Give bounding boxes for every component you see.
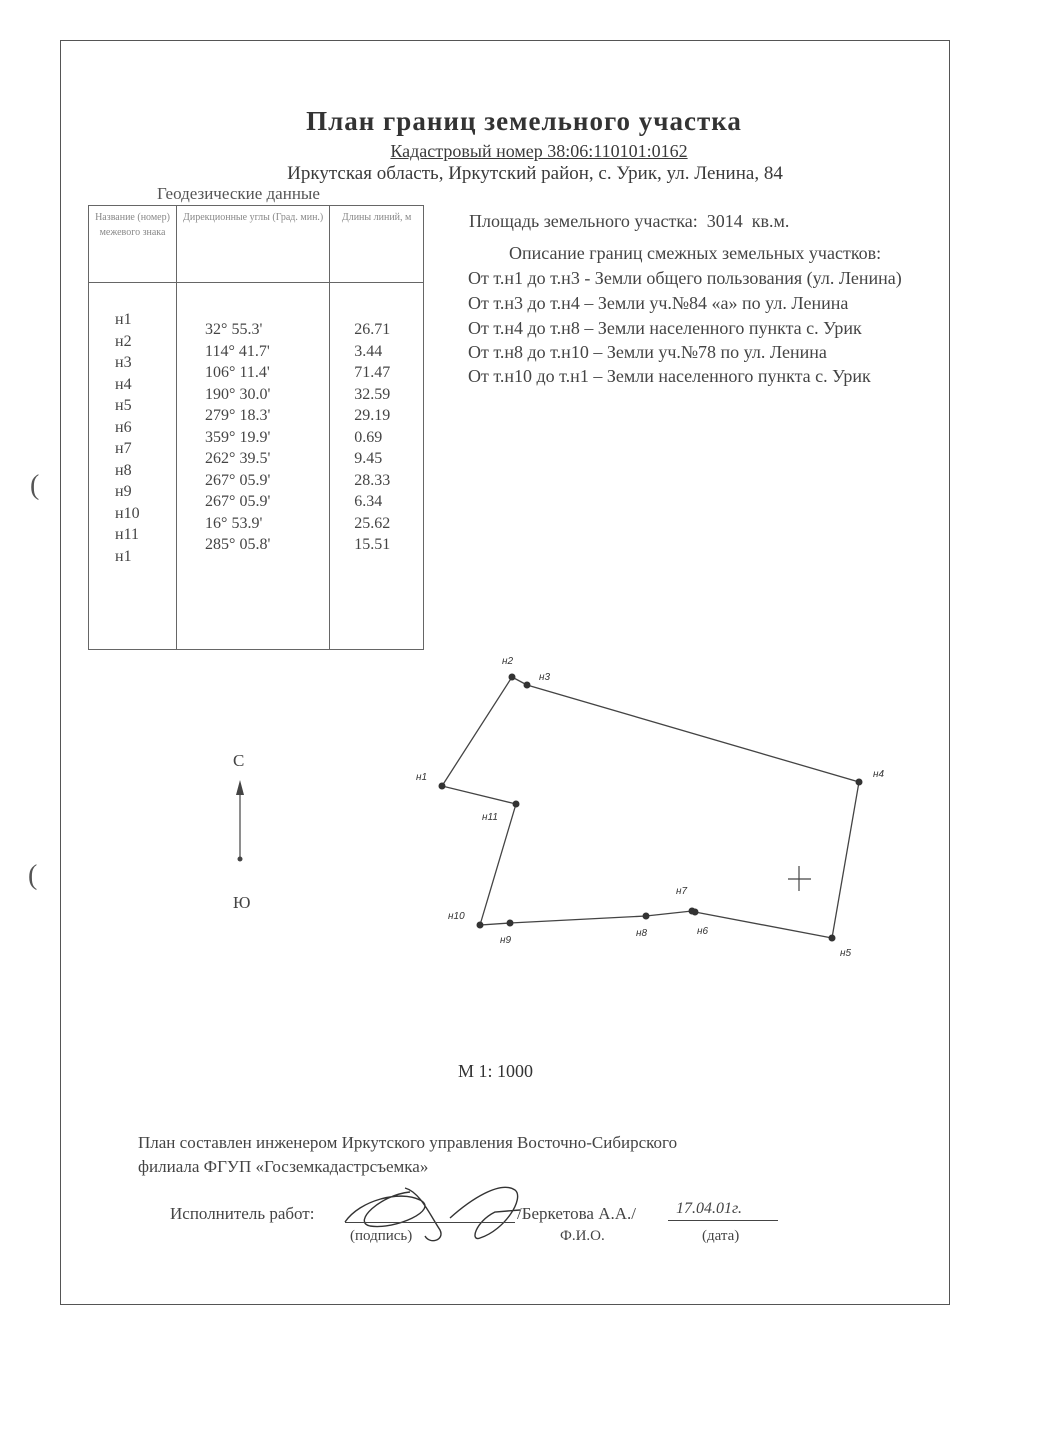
arrow-base-dot — [238, 857, 243, 862]
plan-point-label: н2 — [502, 656, 514, 667]
angle-cell: 267° 05.9' — [205, 471, 271, 489]
area-label: Площадь земельного участка: — [469, 211, 698, 231]
angle-cell: 106° 11.4' — [205, 364, 270, 381]
angle-cell: 32° 55.3' — [205, 321, 263, 338]
border-line: От т.н1 до т.н3 - Земли общего пользования (ул. Ленина) — [468, 268, 902, 288]
author-line-2: филиала ФГУП «Госземкадастрсъемка» — [138, 1157, 429, 1176]
executor-label: Исполнитель работ: — [170, 1204, 315, 1223]
point-cell: н7 — [115, 440, 132, 457]
punch-hole-mark: ( — [30, 470, 40, 501]
north-arrow-icon — [236, 780, 244, 795]
col-header-point: Название (номер) межевого знака — [89, 206, 177, 283]
scale: М 1: 1000 — [458, 1061, 534, 1081]
plan-point-label: н5 — [840, 948, 852, 959]
length-cell: 32.59 — [354, 385, 391, 403]
point-cell: н9 — [115, 483, 132, 500]
point-cell: н4 — [115, 375, 132, 393]
plan-point-label: н7 — [676, 886, 688, 897]
address: Иркутская область, Иркутский район, с. Урик, ул. Ленина, 84 — [287, 163, 783, 184]
angle-cell: 262° 39.5' — [205, 450, 271, 467]
length-cell: 0.69 — [354, 428, 383, 446]
signature-line — [345, 1222, 515, 1223]
angle-cell: 279° 18.3' — [205, 407, 271, 424]
boundary-point — [509, 674, 516, 681]
length-cell: 3.44 — [354, 342, 383, 360]
point-cell: н8 — [115, 461, 132, 479]
point-cell: н3 — [115, 354, 132, 371]
cadastral-number: Кадастровый номер 38:06:110101:0162 — [390, 141, 688, 161]
point-cell: н1 — [115, 547, 132, 565]
boundary-point — [507, 920, 514, 927]
compass-south: Ю — [233, 893, 251, 912]
border-line: От т.н10 до т.н1 – Земли населенного пункта с. Урик — [468, 366, 871, 386]
point-cell: н2 — [115, 332, 132, 350]
borders-title: Описание границ смежных земельных участков: — [509, 243, 882, 263]
boundary-point — [477, 922, 484, 929]
angle-cell: 190° 30.0' — [205, 385, 271, 403]
length-cell: 9.45 — [354, 450, 383, 467]
area-unit: кв.м. — [751, 211, 790, 231]
plan-point-label: н9 — [500, 935, 512, 946]
boundary-point — [524, 682, 531, 689]
signature-caption: (подпись) — [350, 1228, 413, 1244]
boundary-point — [439, 783, 446, 790]
boundary-point — [689, 908, 696, 915]
date-line — [668, 1220, 778, 1221]
plan-point-label: н10 — [448, 911, 465, 922]
length-cell: 25.62 — [354, 514, 391, 532]
length-cell: 29.19 — [354, 407, 391, 424]
col-header-angle: Дирекционные углы (Град. мин.) — [177, 206, 330, 283]
author-line-1: План составлен инженером Иркутского управления Восточно-Сибирского — [138, 1133, 678, 1152]
plan-point-label: н1 — [416, 772, 428, 783]
boundary-point — [856, 779, 863, 786]
length-cell: 28.33 — [354, 471, 391, 489]
page-title: План границ земельного участка — [306, 106, 742, 136]
plan-point-label: н6 — [697, 926, 709, 937]
plan-point-label: н4 — [873, 769, 885, 780]
length-cell: 15.51 — [354, 536, 391, 553]
geo-table-caption: Геодезические данные — [157, 184, 320, 203]
area-value: 3014 — [706, 211, 743, 231]
plan-point-label: н8 — [636, 928, 648, 939]
point-cell: н5 — [115, 397, 132, 414]
date-caption: (дата) — [702, 1228, 740, 1244]
border-line: От т.н8 до т.н10 – Земли уч.№78 по ул. Ленина — [468, 342, 827, 362]
col-header-length: Длины линий, м — [330, 206, 424, 283]
angle-cell: 359° 19.9' — [205, 428, 271, 446]
boundary-point — [643, 913, 650, 920]
boundary-point — [513, 801, 520, 808]
executor-name: /Беркетова А.А./ — [517, 1204, 636, 1223]
length-cell: 71.47 — [354, 364, 391, 381]
point-cell: н1 — [115, 311, 132, 328]
plan-point-label: н11 — [482, 812, 498, 823]
name-caption: Ф.И.О. — [560, 1228, 605, 1244]
executor-date: 17.04.01г. — [676, 1200, 743, 1217]
plan-point-label: н3 — [539, 672, 551, 683]
boundary-point — [829, 935, 836, 942]
angle-cell: 267° 05.9' — [205, 493, 271, 510]
length-cell: 6.34 — [354, 493, 383, 510]
punch-hole-mark: ( — [28, 860, 38, 891]
angle-cell: 16° 53.9' — [205, 514, 263, 532]
angle-cell: 114° 41.7' — [205, 342, 270, 360]
border-line: От т.н3 до т.н4 – Земли уч.№84 «а» по ул. Ленина — [468, 293, 849, 313]
point-cell: н10 — [115, 504, 140, 522]
plot-boundary — [442, 677, 859, 938]
angle-cell: 285° 05.8' — [205, 536, 271, 553]
border-line: От т.н4 до т.н8 – Земли населенного пункта с. Урик — [468, 318, 862, 338]
compass-north: С — [233, 751, 245, 770]
point-cell: н11 — [115, 526, 139, 543]
length-cell: 26.71 — [354, 321, 391, 338]
point-cell: н6 — [115, 418, 132, 436]
